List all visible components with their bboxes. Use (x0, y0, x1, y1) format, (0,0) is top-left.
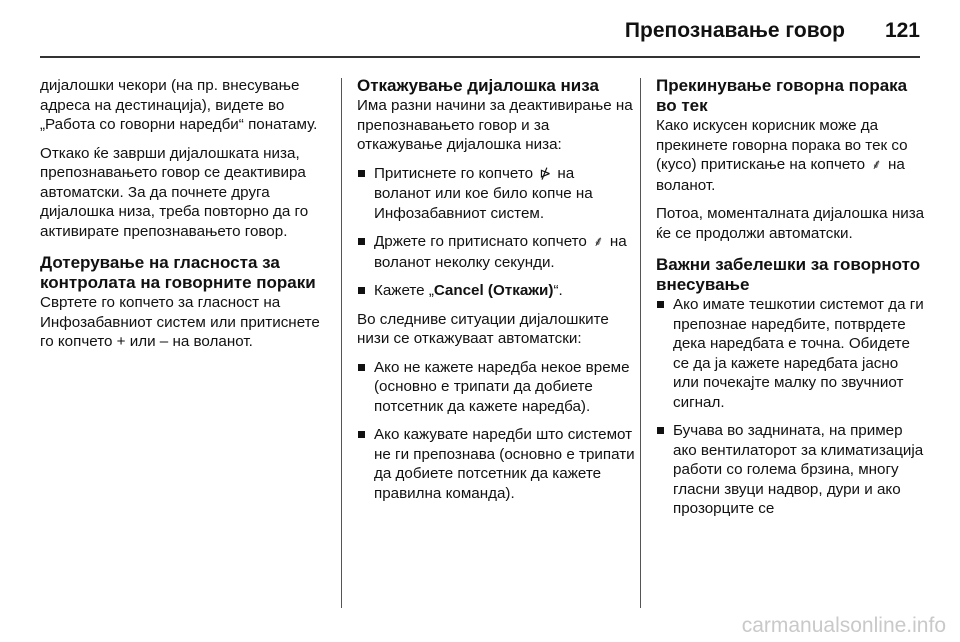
voice-button-icon: ⸙ (593, 234, 604, 250)
column-2 (357, 76, 635, 512)
paragraph-dialog-steps: дијалошки чекори (на пр. внесување адреса на дестинација), видете во „Работа со говорни наредби“ понатаму. (40, 77, 318, 133)
cancel-methods-list (357, 164, 635, 301)
heading-volume: Дотерување на гласноста за контролата на говорните пораки (40, 253, 316, 292)
auto-cancel-list (357, 358, 635, 504)
list-item: Држете го притиснато копчето ⸙ на воланот неколку секунди. (357, 232, 635, 272)
list-item: Кажете „Cancel (Откажи)“. (357, 281, 635, 301)
heading-important-notes: Важни забелешки за говорното внесување (656, 255, 921, 294)
list-item: Бучава во заднината, на пример ако вентилаторот за климатизација работи со голема брзина, многу гласни звуци надвор, дури и ако прозорците се (656, 421, 928, 519)
page-header (0, 0, 960, 56)
column-3 (656, 76, 928, 528)
paragraph-interrupt: Како искусен корисник може да прекинете говорна порака во тек со (кусо) притискање на копчето ⸙ на воланот. (656, 117, 908, 194)
paragraph-resume: Потоа, моменталната дијалошка низа ќе се продолжи автоматски. (656, 205, 925, 242)
page-title: Препознавање говор (624, 19, 845, 42)
paragraph-cancel-intro: Има разни начини за деактивирање на препознавањето говор и за откажување дијалошка низа: (357, 97, 633, 153)
voice-cancel-button-icon: ⋫ (539, 165, 552, 182)
heading-cancel-dialog: Откажување дијалошка низа (357, 76, 599, 95)
bullet-square (358, 238, 365, 245)
watermark: carmanualsonline.info (741, 614, 946, 637)
bullet-square (358, 287, 365, 294)
list-item: Ако не кажете наредба некое време (основно е трипати да добиете потсетник да кажете наредба). (357, 358, 635, 417)
column-1 (40, 76, 328, 361)
header-divider (40, 56, 920, 58)
paragraph-auto-cancel-intro: Во следниве ситуации дијалошките низи се откажуваат автоматски: (357, 310, 609, 347)
notes-list (656, 295, 928, 519)
voice-command-cancel: Cancel (Откажи) (433, 282, 554, 299)
paragraph-volume: Свртете го копчето за гласност на Инфозабавниот систем или притиснете го копчето + или – на воланот. (40, 294, 320, 350)
voice-button-icon: ⸙ (871, 157, 882, 173)
paragraph-auto-deactivate: Откако ќе заврши дијалошката низа, препознавањето говор се деактивира автоматски. За да почнете друга дијалошка низа, треба повторно да го активирате препознавањето говор. (40, 144, 309, 240)
page-number: 121 (884, 19, 920, 42)
heading-interrupt-message: Прекинување говорна порака во тек (656, 76, 908, 115)
column-divider-1 (341, 78, 342, 608)
bullet-square (358, 431, 365, 438)
list-item: Притиснете го копчето ⋫ на воланот или кое било копче на Инфозабавниот систем. (357, 164, 635, 224)
bullet-square (358, 170, 365, 177)
bullet-square (657, 427, 664, 434)
bullet-square (358, 364, 365, 371)
list-item: Ако кажувате наредби што системот не ги препознава (основно е трипати да добиете потсетник да кажете правилна команда). (357, 425, 635, 503)
column-divider-2 (640, 78, 641, 608)
bullet-square (657, 301, 664, 308)
list-item: Ако имате тешкотии системот да ги препознае наредбите, потврдете дека наредбата е точна. Обидете се да ја кажете наредбата јасно или почекајте малку по звучниот сигнал. (656, 295, 928, 412)
